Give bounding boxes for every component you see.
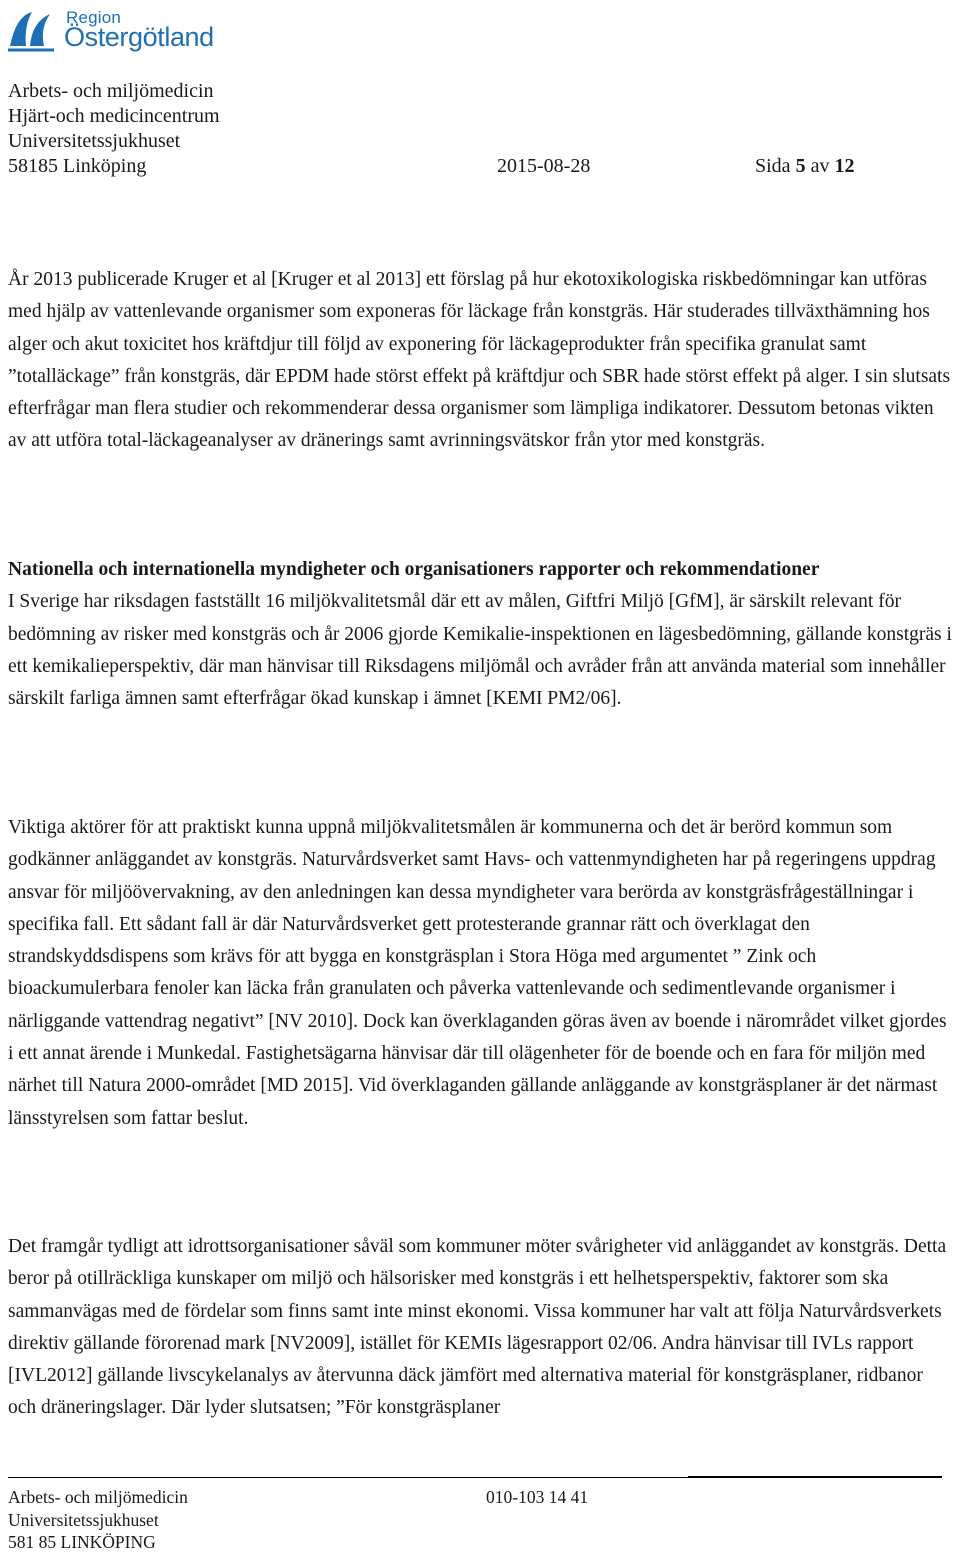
- header-line-1: Arbets- och miljömedicin: [8, 80, 214, 102]
- header-line-3: Universitetssjukhuset: [8, 130, 181, 152]
- paragraph-3: Viktiga aktörer för att praktiskt kunna uppnå miljökvalitetsmålen är kommunerna och det är berörd kommun som godkänner anläggandet av konstgräs. Naturvårdsverket samt Havs- och vattenmyndigheten har på regeringens uppdrag ansvar för miljöövervakning, av den anledningen kan dessa myndigheter vara berörda av konstgräsfrågeställningar i specifika fall. Ett sådant fall är där Naturvårdsverket gett protesterande grannar rätt och överklagat den strandskyddsdispens som krävs för att bygga en konstgräsplan i Stora Höga med argumentet ” Zink och bioackumulerbara fenoler kan läcka från granulaten och påverka vattenlevande och sedimentlevande organismer i närliggande vattendrag negativt” [NV 2010]. Dock kan överklaganden göras även av boende i närområdet vilket gjordes i ett annat ärende i Munkedal. Fastighetsägarna hänvisar där till olägenheter för de boende och en fara för miljön med närhet till Natura 2000-området [MD 2015]. Vid överklaganden gällande anläggande av konstgräsplaner är det närmast länsstyrelsen som fattar beslut.: [8, 817, 947, 1129]
- paragraph-2: I Sverige har riksdagen fastställt 16 miljökvalitetsmål där ett av målen, Giftfri Miljö [GfM], är särskilt relevant för bedömning av risker med konstgräs och år 2006 gjorde Kemikalie-inspektionen en lägesbedömning, gällande konstgräs i ett kemikalieperspektiv, där man hänvisar till Riksdagens miljömål och avråder från att använda material som innehåller särskilt farliga ämnen samt efterfrågar ökad kunskap i ämnet [KEMI PM2/06].: [8, 591, 952, 710]
- logo-region-text: Region: [66, 8, 122, 27]
- header-line-2: Hjärt-och medicincentrum: [8, 105, 220, 127]
- region-logo: [6, 2, 226, 58]
- page-number: [755, 154, 854, 179]
- logo-name-text: Östergötland: [64, 22, 214, 52]
- paragraph-actors: [8, 812, 954, 1135]
- page-total: 12: [834, 155, 855, 177]
- footer-phone: 010-103 14 41: [486, 1487, 589, 1507]
- region-emblem-icon: [6, 6, 58, 54]
- footer-line-2: Universitetssjukhuset: [8, 1510, 159, 1530]
- header-date: 2015-08-28: [497, 155, 591, 177]
- section-national: [8, 554, 954, 715]
- paragraph-kruger: [8, 264, 954, 458]
- header-address: 58185 Linköping: [8, 155, 147, 177]
- page-prefix: Sida: [755, 155, 791, 177]
- paragraph-difficulties: [8, 1231, 954, 1425]
- footer-divider-accent: [688, 1476, 942, 1478]
- page-sep: av: [810, 155, 830, 177]
- page-current: 5: [795, 155, 806, 177]
- section-heading: Nationella och internationella myndigheter och organisationers rapporter och rekommendationer: [8, 559, 820, 580]
- footer-line-1: Arbets- och miljömedicin: [8, 1487, 188, 1507]
- paragraph-1: År 2013 publicerade Kruger et al [Kruger et al 2013] ett förslag på hur ekotoxikologiska riskbedömningar kan utföras med hjälp av vattenlevande organismer som exponeras för läckage från konstgräs. Här studerades tillväxthämning hos alger och akut toxicitet hos kräftdjur till följd av exponering för läckageprodukter från specifika granulat samt ”totalläckage” från konstgräs, där EPDM hade störst effekt på kräftdjur och SBR hade störst effekt på alger. I sin slutsats efterfrågar man flera studier och rekommenderar dessa organismer som lämpliga indikatorer. Dessutom betonas vikten av att utföra total-läckageanalyser av dränerings samt avrinningsvätskor från ytor med konstgräs.: [8, 269, 951, 452]
- paragraph-4: Det framgår tydligt att idrottsorganisationer såväl som kommuner möter svårigheter vid anläggandet av konstgräs. Detta beror på otillräckliga kunskaper om miljö och hälsorisker med konstgräs i ett helhetsperspektiv, faktorer som ska sammanvägas med de fördelar som finns samt inte minst ekonomi. Vissa kommuner har valt att följa Naturvårdsverkets direktiv gällande förorenad mark [NV2009], istället för KEMIs lägesrapport 02/06. Andra hänvisar till IVLs rapport [IVL2012] gällande livscykelanalys av återvunna däck jämfört med alternativa material för konstgräsplaner, ridbanor och dräneringslager. Där lyder slutsatsen; ”För konstgräsplaner: [8, 1236, 947, 1419]
- footer-line-3: 581 85 LINKÖPING: [8, 1532, 156, 1552]
